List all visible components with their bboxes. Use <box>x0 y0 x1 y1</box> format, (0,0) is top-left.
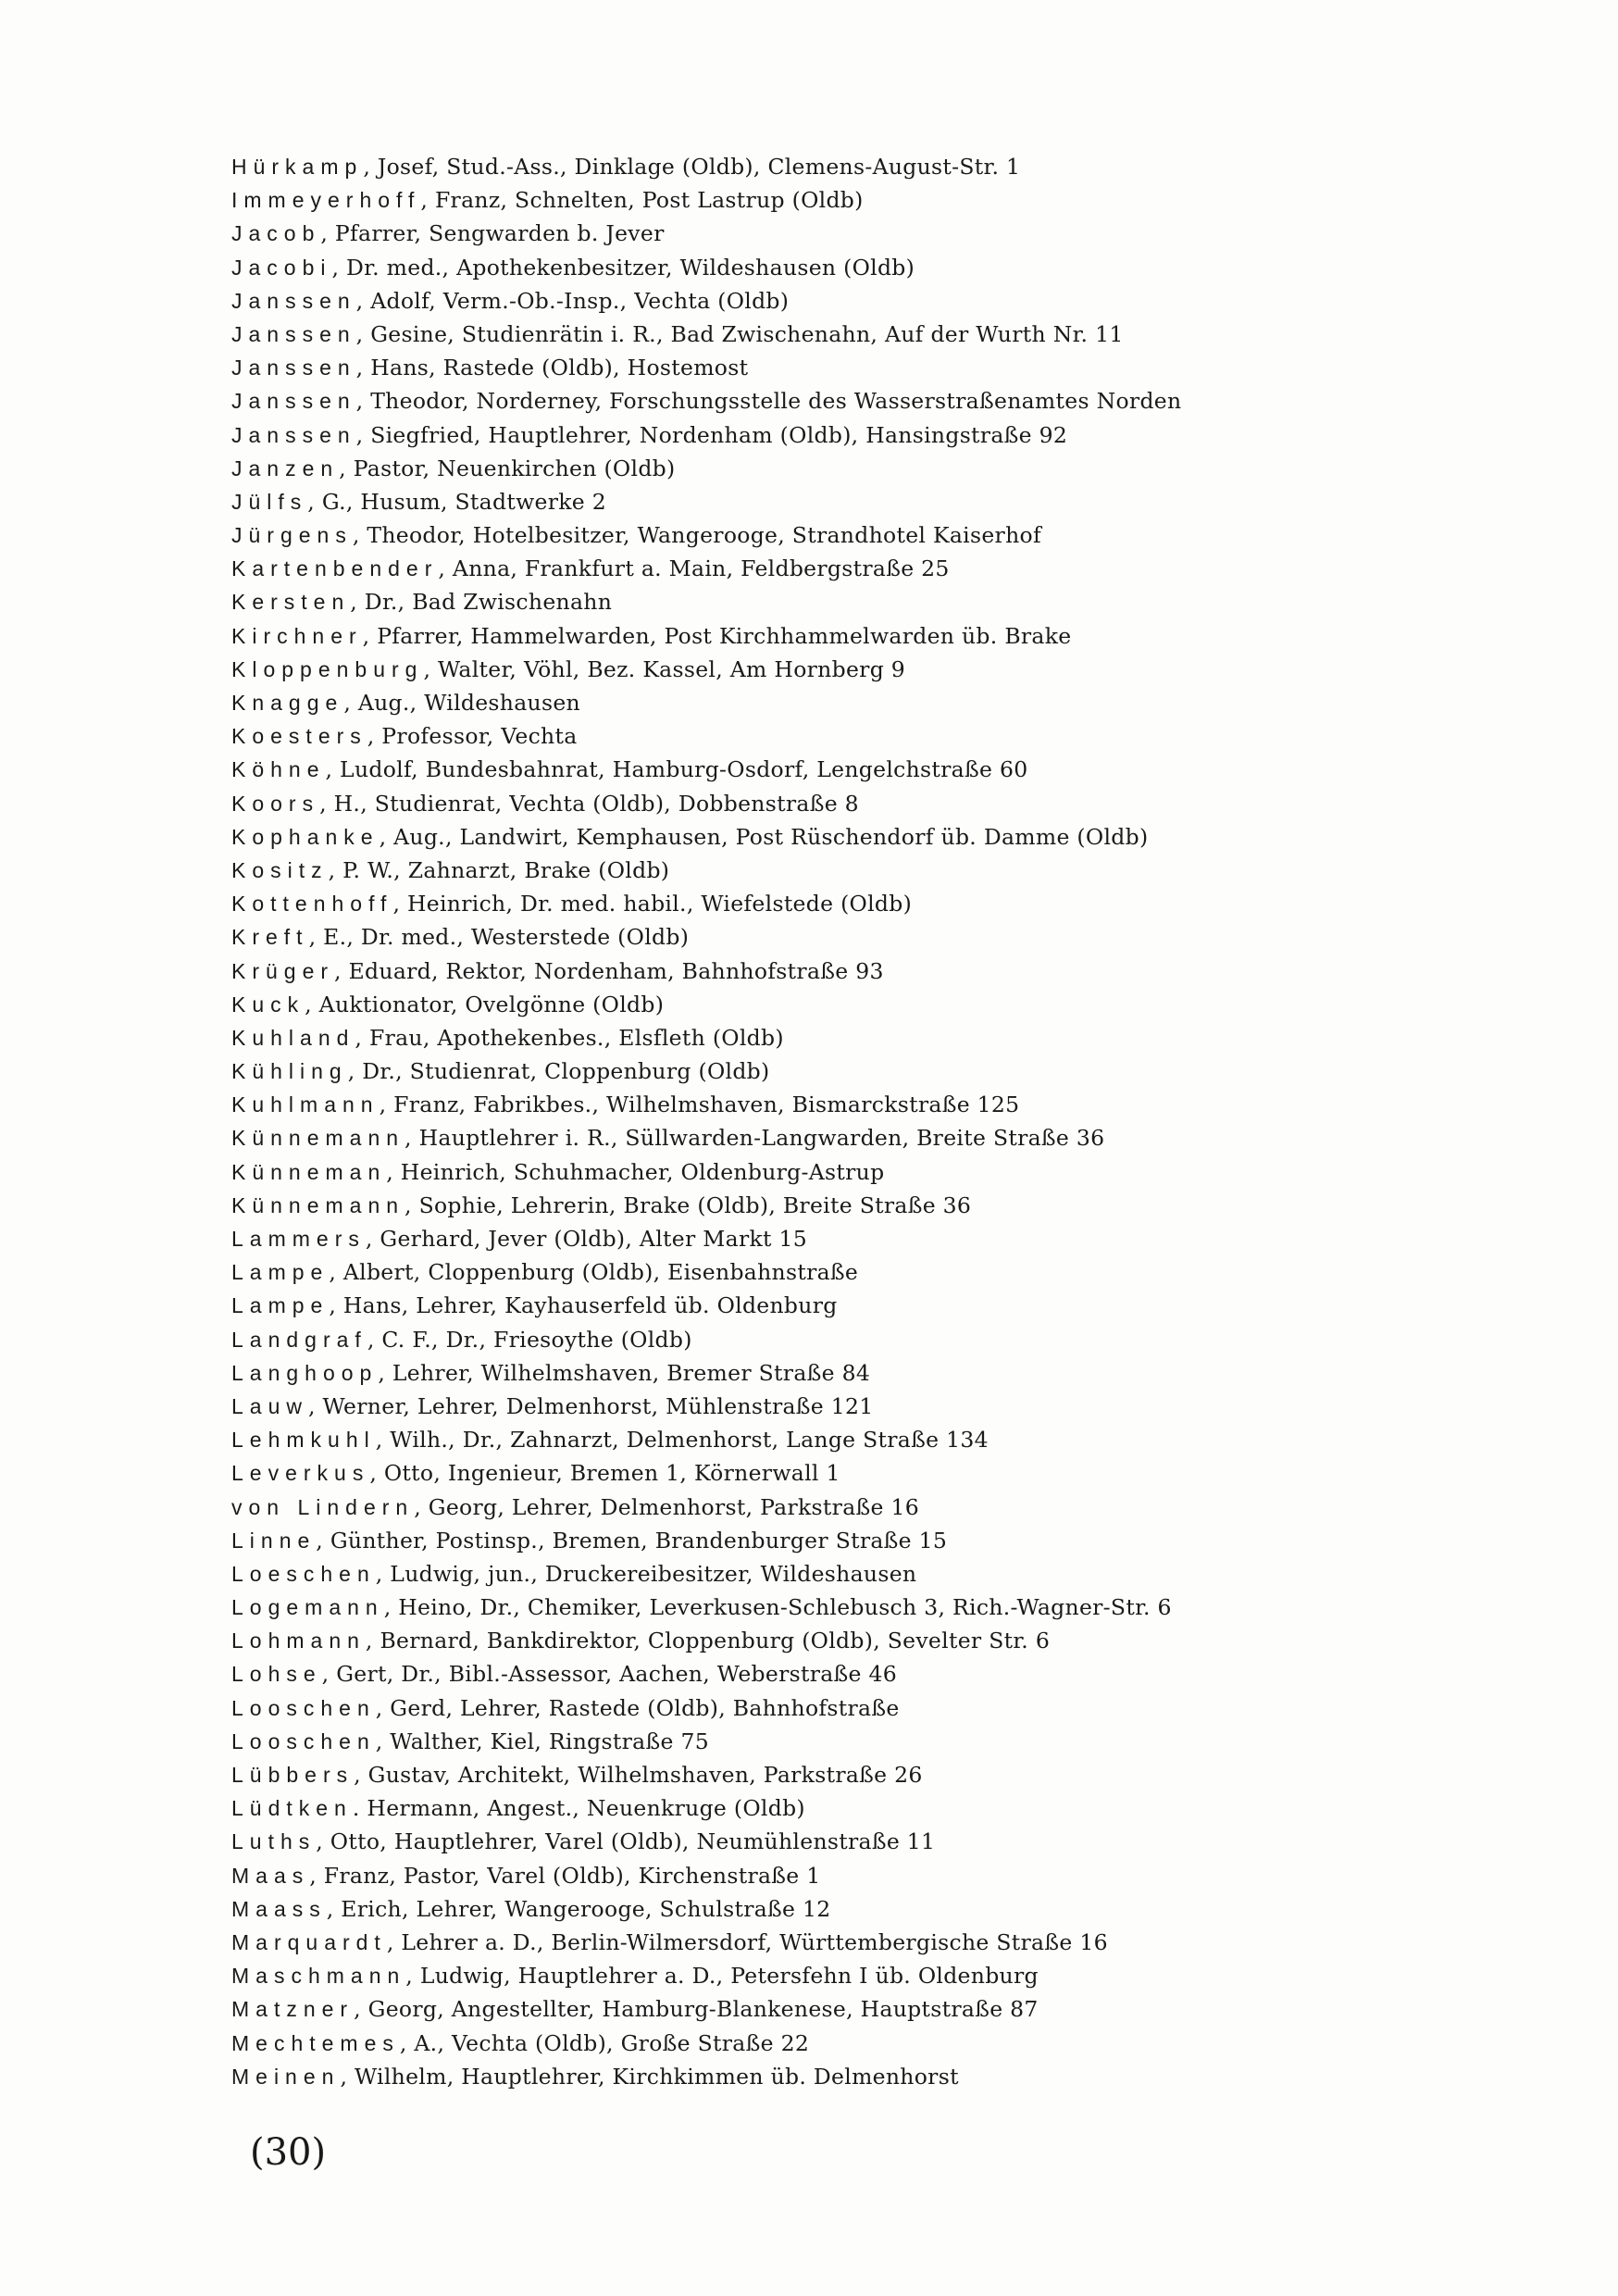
list-item <box>231 854 1435 887</box>
address-list <box>231 150 1435 2093</box>
entry-details: , Franz, Fabrikbes., Wilhelmshaven, Bismarckstraße 125 <box>379 1092 1020 1118</box>
entry-surname: Leverkus <box>231 1461 370 1486</box>
list-item <box>231 2027 1435 2060</box>
list-item <box>231 988 1435 1021</box>
entry-surname: Janzen <box>231 455 340 480</box>
list-item <box>231 1624 1435 1657</box>
list-item <box>231 1959 1435 1992</box>
entry-surname: Künnemann <box>231 1126 405 1151</box>
entry-surname: Lauw <box>231 1393 308 1418</box>
entry-surname: Kloppenburg <box>231 656 424 681</box>
list-item <box>231 1021 1435 1054</box>
entry-details: , Hans, Rastede (Oldb), Hostemost <box>355 355 749 381</box>
list-item <box>231 1390 1435 1423</box>
entry-details: , Pfarrer, Hammelwarden, Post Kirchhammelwarden üb. Brake <box>362 622 1072 649</box>
entry-details: , Gustav, Architekt, Wilhelmshaven, Parkstraße 26 <box>354 1762 923 1788</box>
entry-surname: Kuhlmann <box>231 1092 380 1117</box>
entry-details: , Werner, Lehrer, Delmenhorst, Mühlenstraße 121 <box>307 1392 874 1419</box>
list-item <box>231 1725 1435 1758</box>
entry-surname: Loeschen <box>231 1561 376 1586</box>
entry-surname: Maschmann <box>231 1964 406 1989</box>
entry-details: , Professor, Vechta <box>367 723 578 750</box>
list-item <box>231 1825 1435 1858</box>
entry-surname: Lüdtken <box>231 1796 353 1821</box>
list-item <box>231 251 1435 284</box>
entry-details: , C. F., Dr., Friesoythe (Oldb) <box>367 1326 692 1353</box>
entry-details: , Wilhelm, Hauptlehrer, Kirchkimmen üb. Delmenhorst <box>340 2063 959 2090</box>
entry-surname: Hürkamp <box>231 155 364 179</box>
entry-surname: Lammers <box>231 1227 366 1251</box>
entry-surname: Lampe <box>231 1260 330 1285</box>
list-item <box>231 552 1435 585</box>
entry-details: , Josef, Stud.-Ass., Dinklage (Oldb), Clemens-August-Str. 1 <box>363 154 1021 180</box>
list-item <box>231 1992 1435 2026</box>
entry-details: , Franz, Schnelten, Post Lastrup (Oldb) <box>420 187 864 214</box>
entry-surname: Jürgens <box>231 523 353 548</box>
entry-surname: Krüger <box>231 958 335 983</box>
entry-surname: Janssen <box>231 422 356 447</box>
entry-surname: Lampe <box>231 1293 330 1318</box>
entry-surname: von Lindern <box>231 1494 415 1519</box>
entry-details: , Ludwig, jun., Druckereibesitzer, Wildeshausen <box>375 1560 917 1587</box>
list-item <box>231 384 1435 418</box>
entry-surname: Mechtemes <box>231 2030 400 2055</box>
list-item <box>231 820 1435 854</box>
entry-surname: Kirchner <box>231 623 363 648</box>
entry-details: , Adolf, Verm.-Ob.-Insp., Vechta (Oldb) <box>355 287 790 314</box>
list-item <box>231 485 1435 518</box>
entry-details: , Lehrer, Wilhelmshaven, Bremer Straße 84 <box>378 1359 871 1386</box>
entry-details: , G., Husum, Stadtwerke 2 <box>307 488 606 515</box>
list-item <box>231 1323 1435 1356</box>
page-number: (30) <box>250 2131 327 2174</box>
list-item <box>231 418 1435 452</box>
list-item <box>231 1423 1435 1456</box>
list-item <box>231 585 1435 618</box>
list-item <box>231 217 1435 250</box>
entry-surname: Koesters <box>231 724 367 749</box>
entry-details: , Dr., Bad Zwischenahn <box>350 589 613 616</box>
list-item <box>231 1054 1435 1088</box>
entry-surname: Lohmann <box>231 1628 366 1653</box>
entry-surname: Kophanke <box>231 824 380 849</box>
entry-details: , Franz, Pastor, Varel (Oldb), Kirchenstraße 1 <box>309 1862 821 1889</box>
entry-details: , Heinrich, Schuhmacher, Oldenburg-Astrup <box>386 1158 885 1185</box>
list-item <box>231 1791 1435 1825</box>
list-item <box>231 1222 1435 1255</box>
entry-surname: Kühling <box>231 1059 348 1084</box>
entry-details: , Dr. med., Apothekenbesitzer, Wildeshausen (Oldb) <box>331 254 915 281</box>
entry-surname: Maass <box>231 1896 327 1921</box>
entry-details: , Dr., Studienrat, Cloppenburg (Oldb) <box>347 1058 770 1085</box>
entry-details: , Hauptlehrer i. R., Süllwarden-Langwarden, Breite Straße 36 <box>404 1125 1105 1152</box>
list-item <box>231 1088 1435 1121</box>
entry-details: , Gesine, Studienrätin i. R., Bad Zwischenahn, Auf der Wurth Nr. 11 <box>355 320 1124 347</box>
list-item <box>231 955 1435 988</box>
entry-surname: Janssen <box>231 356 356 381</box>
entry-surname: Marquardt <box>231 1929 387 1954</box>
list-item <box>231 518 1435 552</box>
entry-surname: Maas <box>231 1863 310 1888</box>
entry-surname: Linne <box>231 1528 317 1553</box>
entry-surname: Luths <box>231 1829 317 1854</box>
entry-details: , Walter, Vöhl, Bez. Kassel, Am Hornberg 9 <box>423 655 906 682</box>
entry-surname: Lehmkuhl <box>231 1428 376 1453</box>
list-item <box>231 1657 1435 1691</box>
list-item <box>231 653 1435 686</box>
entry-details: , Anna, Frankfurt a. Main, Feldbergstraße 25 <box>438 555 950 582</box>
list-item <box>231 1524 1435 1557</box>
entry-surname: Knagge <box>231 691 344 715</box>
entry-details: , Ludwig, Hauptlehrer a. D., Petersfehn I üb. Oldenburg <box>405 1963 1039 1990</box>
entry-details: , Aug., Landwirt, Kemphausen, Post Rüschendorf üb. Damme (Oldb) <box>379 823 1149 850</box>
list-item <box>231 318 1435 351</box>
entry-details: , Lehrer a. D., Berlin-Wilmersdorf, Württembergische Straße 16 <box>386 1928 1108 1955</box>
list-item <box>231 1892 1435 1926</box>
entry-details: , Georg, Angestellter, Hamburg-Blankenese, Hauptstraße 87 <box>354 1996 1039 2023</box>
entry-surname: Kartenbender <box>231 556 439 581</box>
list-item <box>231 686 1435 719</box>
entry-details: , Aug., Wildeshausen <box>343 690 580 716</box>
list-item <box>231 183 1435 217</box>
entry-details: , Siegfried, Hauptlehrer, Nordenham (Oldb), Hansingstraße 92 <box>355 421 1068 448</box>
entry-surname: Künnemann <box>231 1192 405 1217</box>
entry-details: , E., Dr. med., Westerstede (Oldb) <box>308 924 690 951</box>
entry-details: , P. W., Zahnarzt, Brake (Oldb) <box>328 856 670 883</box>
entry-details: , Erich, Lehrer, Wangerooge, Schulstraße 12 <box>326 1895 831 1922</box>
entry-surname: Immeyerhoff <box>231 188 421 213</box>
entry-surname: Köhne <box>231 757 326 782</box>
entry-details: , Eduard, Rektor, Nordenham, Bahnhofstraße 93 <box>334 957 884 984</box>
entry-surname: Kuhland <box>231 1025 355 1050</box>
entry-details: , Sophie, Lehrerin, Brake (Oldb), Breite Straße 36 <box>404 1192 972 1218</box>
entry-surname: Kositz <box>231 857 329 882</box>
list-item <box>231 150 1435 183</box>
list-item <box>231 1691 1435 1725</box>
entry-details: , Otto, Hauptlehrer, Varel (Oldb), Neumühlenstraße 11 <box>316 1828 936 1855</box>
entry-surname: Langhoop <box>231 1360 379 1385</box>
entry-surname: Künneman <box>231 1159 387 1184</box>
list-item <box>231 2060 1435 2093</box>
list-item <box>231 1859 1435 1892</box>
entry-details: , Gerd, Lehrer, Rastede (Oldb), Bahnhofstraße <box>375 1694 900 1721</box>
entry-surname: Lübbers <box>231 1763 355 1787</box>
list-item <box>231 1155 1435 1189</box>
entry-surname: Lohse <box>231 1662 322 1687</box>
entry-surname: Meinen <box>231 2064 341 2089</box>
entry-surname: Kreft <box>231 925 309 950</box>
entry-surname: Matzner <box>231 1997 355 2022</box>
list-item <box>231 1255 1435 1289</box>
entry-details: , Pastor, Neuenkirchen (Oldb) <box>339 455 676 481</box>
entry-details: , Heino, Dr., Chemiker, Leverkusen-Schlebusch 3, Rich.-Wagner-Str. 6 <box>383 1594 1172 1621</box>
entry-details: , Gert, Dr., Bibl.-Assessor, Aachen, Weberstraße 46 <box>321 1661 898 1688</box>
entry-details: , Günther, Postinsp., Bremen, Brandenburger Straße 15 <box>316 1527 948 1554</box>
list-item <box>231 1121 1435 1154</box>
entry-surname: Kuck <box>231 992 305 1017</box>
entry-surname: Kottenhoff <box>231 892 393 917</box>
list-item <box>231 1591 1435 1624</box>
list-item <box>231 887 1435 920</box>
list-item <box>231 787 1435 820</box>
list-item <box>231 920 1435 954</box>
entry-surname: Janssen <box>231 389 356 414</box>
list-item <box>231 1491 1435 1524</box>
entry-surname: Janssen <box>231 321 356 346</box>
list-item <box>231 1356 1435 1390</box>
entry-details: , Otto, Ingenieur, Bremen 1, Körnerwall 1 <box>369 1460 840 1487</box>
list-item <box>231 753 1435 786</box>
list-item <box>231 1189 1435 1222</box>
entry-surname: Jacobi <box>231 255 332 280</box>
entry-details: , Theodor, Norderney, Forschungsstelle des Wasserstraßenamtes Norden <box>355 388 1182 415</box>
entry-details: . Hermann, Angest., Neuenkruge (Oldb) <box>352 1795 805 1822</box>
entry-surname: Logemann <box>231 1595 384 1620</box>
entry-details: , Walther, Kiel, Ringstraße 75 <box>375 1728 709 1754</box>
entry-details: , A., Vechta (Oldb), Große Straße 22 <box>399 2029 810 2056</box>
list-item <box>231 1557 1435 1591</box>
entry-details: , Ludolf, Bundesbahnrat, Hamburg-Osdorf, Lengelchstraße 60 <box>325 756 1028 783</box>
entry-details: , Gerhard, Jever (Oldb), Alter Markt 15 <box>365 1226 808 1252</box>
entry-details: , Pfarrer, Sengwarden b. Jever <box>320 220 665 247</box>
entry-details: , Wilh., Dr., Zahnarzt, Delmenhorst, Lange Straße 134 <box>375 1427 989 1454</box>
entry-details: , Albert, Cloppenburg (Oldb), Eisenbahnstraße <box>329 1259 859 1286</box>
entry-surname: Jacob <box>231 221 321 246</box>
entry-details: , Bernard, Bankdirektor, Cloppenburg (Oldb), Sevelter Str. 6 <box>365 1628 1051 1654</box>
entry-details: , Georg, Lehrer, Delmenhorst, Parkstraße 16 <box>414 1493 919 1520</box>
entry-surname: Koors <box>231 791 320 816</box>
entry-surname: Looschen <box>231 1728 376 1753</box>
entry-surname: Kersten <box>231 590 351 615</box>
entry-details: , Auktionator, Ovelgönne (Oldb) <box>305 991 665 1017</box>
list-item <box>231 284 1435 318</box>
list-item <box>231 1289 1435 1322</box>
list-item <box>231 351 1435 384</box>
entry-details: , Theodor, Hotelbesitzer, Wangerooge, Strandhotel Kaiserhof <box>352 522 1041 549</box>
list-item <box>231 452 1435 485</box>
list-item <box>231 1758 1435 1791</box>
entry-surname: Landgraf <box>231 1327 367 1352</box>
list-item <box>231 719 1435 753</box>
entry-surname: Janssen <box>231 288 356 313</box>
entry-surname: Jülfs <box>231 489 308 514</box>
list-item <box>231 619 1435 653</box>
entry-details: , Hans, Lehrer, Kayhauserfeld üb. Oldenburg <box>329 1292 838 1319</box>
list-item <box>231 1926 1435 1959</box>
entry-details: , H., Studienrat, Vechta (Oldb), Dobbenstraße 8 <box>319 790 859 817</box>
list-item <box>231 1456 1435 1490</box>
entry-surname: Looschen <box>231 1695 376 1720</box>
entry-details: , Heinrich, Dr. med. habil., Wiefelstede (Oldb) <box>392 891 913 917</box>
entry-details: , Frau, Apothekenbes., Elsfleth (Oldb) <box>355 1024 784 1051</box>
